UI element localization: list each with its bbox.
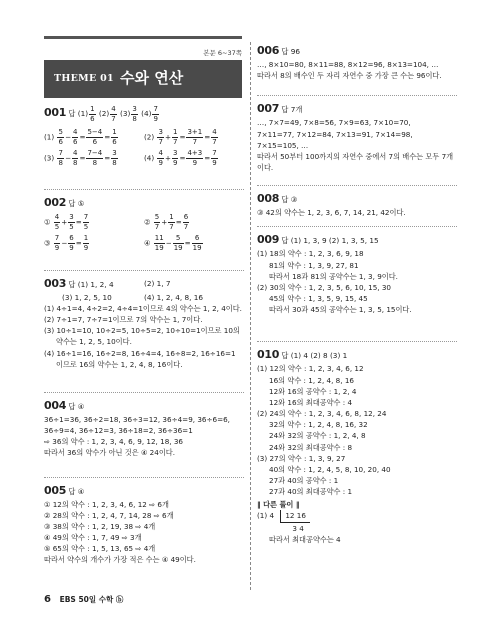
ladder-top: 12 16 [280, 510, 310, 522]
solution-line: 27과 40의 공약수 : 1 [269, 475, 339, 485]
answer: 답 ⑤ [68, 198, 85, 208]
answer: (3) 1, 2, 5, 10 [62, 292, 112, 302]
theme-banner [44, 60, 242, 98]
answer: 답 (1) $\frac{1}{6}$ (2) $\frac{4}{7}$ (3) $\frac{3}{8}$ (4) $\frac{7}{9}$ [68, 104, 158, 123]
problem-007 [257, 100, 457, 173]
solution-line: 7×11=77, 7×12=84, 7×13=91, 7×14=98, [257, 129, 413, 139]
solution-line: 16의 약수 : 1, 2, 4, 8, 16 [269, 375, 354, 385]
problem-005 [44, 482, 244, 566]
problem-number: 009 [257, 233, 280, 247]
solution-line: ⑤ 65의 약수 : 1, 5, 13, 65 ⇨ 4개 [44, 544, 156, 554]
problem-number: 006 [257, 44, 280, 57]
solution-line: ③ $\frac{7}{9}$ − $\frac{6}{9}$ = $\frac{1}{9}$ [44, 233, 89, 252]
solution-line: 81의 약수 : 1, 3, 9, 27, 81 [269, 260, 359, 270]
problem-number: 002 [44, 195, 67, 209]
solution-line: (3) 27의 약수 : 1, 3, 9, 27 [257, 453, 346, 463]
answer: 답 ③ [281, 195, 298, 205]
division-ladder [257, 510, 457, 533]
answer: 답 ④ [68, 486, 85, 496]
solution-line: 이므로 16의 약수는 1, 2, 4, 8, 16이다. [56, 359, 183, 369]
problem-number: 005 [44, 483, 67, 497]
page-footer [44, 592, 458, 608]
solution-line: 따라서 8의 배수인 두 자리 자연수 중 가장 큰 수는 96이다. [257, 71, 442, 81]
alternative-solution-label: ‖ 다른 풀이 ‖ [257, 500, 300, 510]
theme-label: THEME 01 [54, 72, 114, 84]
answer: 답 (1) 4 (2) 8 (3) 1 [281, 351, 348, 361]
solution-line: ⇨ 36의 약수 : 1, 2, 3, 4, 6, 9, 12, 18, 36 [44, 437, 183, 447]
solution-line: …, 8×10=80, 8×11=88, 8×12=96, 8×13=104, … [257, 60, 439, 70]
solution-line: 약수는 1, 2, 5, 10이다. [56, 337, 132, 347]
answer: 답 7개 [281, 105, 303, 115]
problem-number: 007 [257, 102, 280, 116]
solution-line: ③ 38의 약수 : 1, 2, 19, 38 ⇨ 4개 [44, 521, 156, 531]
page-range: 본문 6~37쪽 [203, 49, 242, 57]
solution-line: (4) 16÷1=16, 16÷2=8, 16÷4=4, 16÷8=2, 16÷16=1 [44, 348, 236, 358]
solution-line: 32의 약수 : 1, 2, 4, 8, 16, 32 [269, 420, 368, 430]
problem-001 [44, 104, 244, 167]
problem-010 [257, 346, 457, 545]
solution-line: 따라서 최대공약수는 4 [269, 534, 341, 544]
problem-002 [44, 194, 244, 252]
ladder-bottom: 3 4 [292, 523, 304, 533]
solution-line: 36÷9=4, 36÷12=3, 36÷18=2, 36÷36=1 [44, 426, 193, 436]
solution-line: 12와 16의 최대공약수 : 4 [269, 397, 353, 407]
answer: 답 (1) 1, 2, 4 [68, 279, 114, 289]
solution-line: ② $\frac{5}{7}$ + $\frac{1}{7}$ = $\frac{6}{7}$ [144, 212, 189, 231]
solution-line: 이다. [257, 163, 274, 173]
answer: (2) 1, 7 [144, 278, 171, 288]
problem-008 [257, 190, 457, 218]
column-divider [250, 42, 251, 590]
problem-006 [257, 42, 457, 81]
solution-line: ④ 49의 약수 : 1, 7, 49 ⇨ 3개 [44, 533, 142, 543]
answer: 답 (1) 1, 3, 9 (2) 1, 3, 5, 15 [281, 236, 379, 246]
solution-line: 24와 32의 최대공약수 : 8 [269, 442, 353, 452]
solution-line: …, 7×7=49, 7×8=56, 7×9=63, 7×10=70, [257, 118, 411, 128]
solution-line: 36÷1=36, 36÷2=18, 36÷3=12, 36÷4=9, 36÷6=6, [44, 414, 230, 424]
answer: 답 ④ [68, 401, 85, 411]
problem-003 [44, 275, 244, 370]
solution-line: ① $\frac{4}{5}$ + $\frac{3}{5}$ = $\frac{7}{5}$ [44, 212, 89, 231]
solution-line: 따라서 18과 81의 공약수는 1, 3, 9이다. [269, 271, 398, 281]
solution-line: ② 28의 약수 : 1, 2, 4, 7, 14, 28 ⇨ 6개 [44, 510, 174, 520]
solution-line: (2) $\frac{3}{7}$ + $\frac{1}{7}$ = $\frac{3+1}{7}$ = $\frac{4}{7}$ [144, 127, 217, 146]
problem-number: 008 [257, 192, 280, 206]
left-column [44, 104, 244, 565]
problem-number: 001 [44, 106, 67, 119]
solution-line: (1) 18의 약수 : 1, 2, 3, 6, 9, 18 [257, 249, 364, 259]
solution-line: (1) 12의 약수 : 1, 2, 3, 4, 6, 12 [257, 364, 364, 374]
answer: 답 96 [281, 47, 301, 56]
solution-line: 40의 약수 : 1, 2, 4, 5, 8, 10, 20, 40 [269, 464, 391, 474]
book-title: EBS 50일 수학 ⓑ [59, 595, 124, 604]
solution-line: 따라서 약수의 개수가 가장 적은 수는 ④ 49이다. [44, 555, 196, 565]
problem-009 [257, 231, 457, 315]
solution-line: ③ 42의 약수는 1, 2, 3, 6, 7, 14, 21, 42이다. [257, 208, 406, 218]
solution-line: ④ $\frac{11}{19}$ − $\frac{5}{19}$ = $\frac{6}{19}$ [144, 233, 202, 252]
page-number: 6 [44, 594, 51, 605]
problem-number: 010 [257, 348, 280, 362]
solution-line: 7×15=105, … [257, 140, 309, 150]
solution-line: (4) $\frac{4}{9}$ + $\frac{3}{9}$ = $\frac{4+3}{9}$ = $\frac{7}{9}$ [144, 148, 217, 167]
solution-line: 따라서 36의 약수가 아닌 것은 ④ 24이다. [44, 448, 175, 458]
solution-line: 45의 약수 : 1, 3, 5, 9, 15, 45 [269, 294, 368, 304]
theme-title: 수와 연산 [120, 69, 184, 88]
problem-number: 004 [44, 398, 67, 412]
solution-line: (2) 24의 약수 : 1, 2, 3, 4, 6, 8, 12, 24 [257, 409, 387, 419]
solution-line: 따라서 50부터 100까지의 자연수 중에서 7의 배수는 모두 7개 [257, 151, 454, 161]
solution-line: 24와 32의 공약수 : 1, 2, 4, 8 [269, 431, 366, 441]
solution-line: ① 12의 약수 : 1, 2, 3, 4, 6, 12 ⇨ 6개 [44, 499, 169, 509]
solution-line: 따라서 30과 45의 공약수는 1, 3, 5, 15이다. [269, 305, 412, 315]
solution-line: (2) 30의 약수 : 1, 2, 3, 5, 6, 10, 15, 30 [257, 282, 392, 292]
solution-line: (1) 4÷1=4, 4÷2=2, 4÷4=1이므로 4의 약수는 1, 2, 4이다. [44, 303, 242, 313]
right-column [257, 42, 457, 545]
solution-line: (2) 7÷1=7, 7÷7=1이므로 7의 약수는 1, 7이다. [44, 315, 203, 325]
solution-line: (1) $\frac{5}{6}$ − $\frac{4}{6}$ = $\frac{5-4}{6}$ = $\frac{1}{6}$ [44, 127, 117, 146]
header-rule [44, 36, 242, 39]
problem-004 [44, 397, 244, 459]
solution-line: 27과 40의 최대공약수 : 1 [269, 487, 353, 497]
answer: (4) 1, 2, 4, 8, 16 [144, 292, 204, 302]
solution-line: 12와 16의 공약수 : 1, 2, 4 [269, 386, 357, 396]
ladder-divisor: (1) 4 [257, 511, 275, 521]
solution-line: (3) 10÷1=10, 10÷2=5, 10÷5=2, 10÷10=1이므로 10의 [44, 326, 240, 336]
solution-line: (3) $\frac{7}{8}$ − $\frac{4}{8}$ = $\frac{7-4}{8}$ = $\frac{3}{8}$ [44, 148, 117, 167]
problem-number: 003 [44, 276, 67, 290]
